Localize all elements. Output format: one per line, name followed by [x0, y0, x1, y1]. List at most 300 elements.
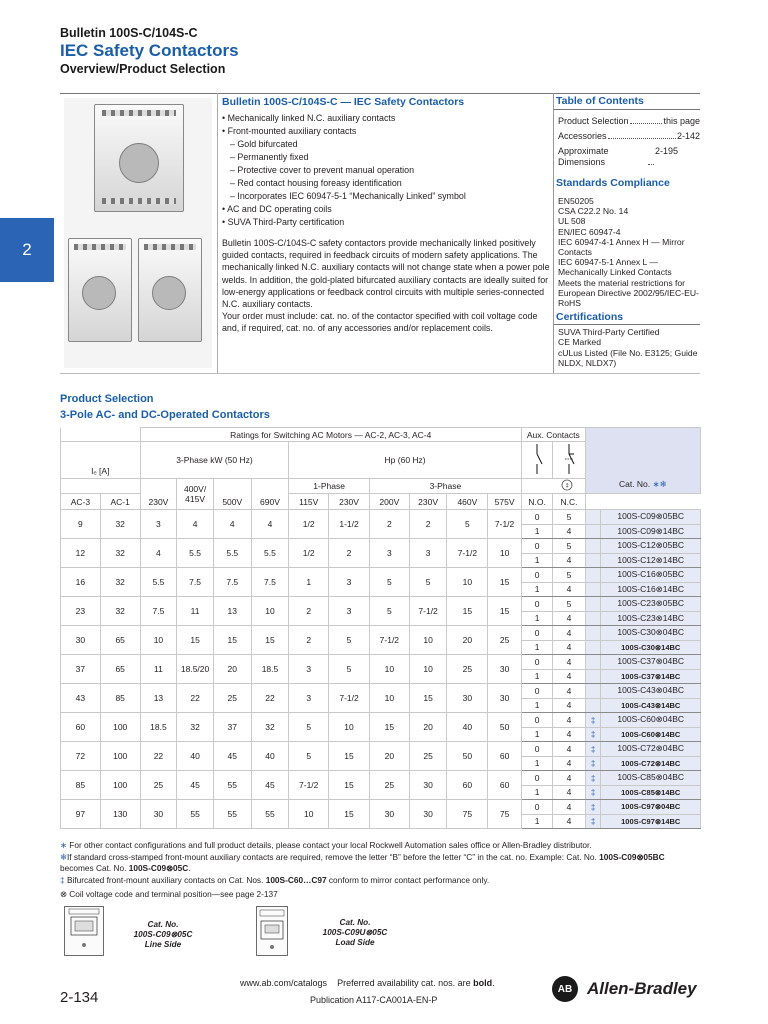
rating-cell: 5: [329, 626, 370, 655]
selection-table: [60, 427, 701, 829]
rating-cell: 3: [369, 539, 409, 568]
nc-count-cell: 4: [553, 742, 585, 757]
dagger-cell: [585, 640, 601, 655]
selection-subtitle: 3-Pole AC- and DC-Operated Contactors: [60, 409, 270, 421]
table-row: [61, 626, 701, 641]
col-690v: 690V: [251, 479, 289, 510]
load-side-caption: Cat. No. 100S-C09U⊗05C Load Side: [322, 918, 388, 947]
rating-cell: 9: [61, 510, 101, 539]
section-rule: [60, 373, 700, 374]
rating-cell: 45: [213, 742, 251, 771]
rating-cell: 4: [177, 510, 214, 539]
rating-cell: 5: [289, 713, 329, 742]
rating-cell: 75: [447, 800, 488, 829]
col-500v: 500V: [213, 479, 251, 510]
rating-cell: 22: [251, 684, 289, 713]
intro-text: Bulletin 100S-C/104S-C safety contactors provide mechanically linked positively guided contacts, required in feedback circuits of modern safety applications. The mechanically linked N.C. auxiliary contacts will not change state when a power pole welds. In addition, the gold-plated bifurcated auxiliary contacts are ideally suited for low-energy applications or feedback control circuits with multiple series-connected N.C. auxiliary contacts.: [222, 238, 550, 310]
rating-cell: 3: [289, 655, 329, 684]
no-count-cell: 1: [521, 553, 552, 568]
aux-symbols: [521, 479, 585, 494]
no-count-cell: 0: [521, 626, 552, 641]
rating-cell: 60: [488, 742, 522, 771]
nc-count-cell: 5: [553, 597, 585, 612]
rating-cell: 10: [329, 713, 370, 742]
rating-cell: 7-1/2: [369, 626, 409, 655]
no-count-cell: 1: [521, 756, 552, 771]
footnote-2: ❄If standard cross-stamped front-mount auxiliary contacts are required, remove the letter “B” before the letter “C” in the cat. no. Example: Cat. No. 100S-C09⊗05BC becomes Cat. No. 100S-C09⊗05C.: [60, 852, 665, 873]
order-note: Your order must include: cat. no. of the contactor specified with coil voltage code and, if required, cat. no. of any accessories and/or replacement coils.: [222, 311, 538, 334]
cat-no-cell[interactable]: 100S-C37⊗14BC: [601, 669, 701, 684]
no-count-cell: 0: [521, 684, 552, 699]
rating-cell: 15: [251, 626, 289, 655]
feature-item: – Gold bifurcated: [230, 139, 298, 149]
rating-cell: 22: [140, 742, 177, 771]
footnote-4: ⊗ Coil voltage code and terminal position—see page 2-137: [60, 889, 278, 899]
rating-cell: 15: [409, 684, 447, 713]
rating-cell: 100: [100, 713, 140, 742]
certification-item: cULus Listed (File No. E3125; Guide NLDX, NLDX7): [558, 347, 698, 368]
nc-count-cell: 4: [553, 771, 585, 786]
toc-panel: [553, 93, 700, 373]
nc-count-cell: 4: [553, 655, 585, 670]
no-count-cell: 0: [521, 510, 552, 525]
cat-no-cell[interactable]: 100S-C37⊗04BC: [601, 655, 701, 670]
toc-heading: Table of Contents: [556, 95, 644, 107]
rating-cell: 10: [488, 539, 522, 568]
feature-item: • Mechanically linked N.C. auxiliary contacts: [222, 113, 396, 123]
rating-cell: 2: [289, 597, 329, 626]
rating-cell: 45: [177, 771, 214, 800]
rating-cell: 32: [251, 713, 289, 742]
rating-cell: 130: [100, 800, 140, 829]
rating-cell: 45: [251, 771, 289, 800]
col-400v: 400V/ 415V: [177, 479, 214, 510]
toc-entry[interactable]: Product Selection this page: [558, 116, 700, 126]
rating-cell: 5: [289, 742, 329, 771]
chapter-tab[interactable]: 2: [0, 218, 54, 282]
feature-item: • SUVA Third-Party certification: [222, 217, 345, 227]
cat-no-cell[interactable]: 100S-C30⊗14BC: [601, 640, 701, 655]
rating-cell: 65: [100, 655, 140, 684]
rating-cell: 16: [61, 568, 101, 597]
dagger-cell: [585, 553, 601, 568]
rating-cell: 10: [140, 626, 177, 655]
rating-cell: 1-1/2: [329, 510, 370, 539]
no-count-cell: 0: [521, 655, 552, 670]
dagger-cell: [585, 582, 601, 597]
hp-header: Hp (60 Hz): [289, 442, 522, 479]
rating-cell: 23: [61, 597, 101, 626]
mirror-contact-icon: [523, 479, 583, 491]
cat-no-cell[interactable]: 100S-C43⊗04BC: [601, 684, 701, 699]
page-subtitle: Overview/Product Selection: [60, 62, 226, 76]
rating-cell: 40: [447, 713, 488, 742]
dagger-cell: [585, 597, 601, 612]
dagger-cell: [585, 539, 601, 554]
rating-cell: 1/2: [289, 539, 329, 568]
nc-count-cell: 5: [553, 510, 585, 525]
nc-count-cell: 4: [553, 800, 585, 815]
no-count-cell: 0: [521, 771, 552, 786]
rating-cell: 5: [329, 655, 370, 684]
toc-entry[interactable]: Approximate Dimensions 2-195: [558, 146, 678, 167]
rating-cell: 72: [61, 742, 101, 771]
rating-cell: 18.5: [140, 713, 177, 742]
dagger-cell: [585, 626, 601, 641]
feature-item: – Incorporates IEC 60947-5-1 “Mechanically Linked” symbol: [230, 191, 466, 201]
rating-cell: 7.5: [251, 568, 289, 597]
rating-cell: 5: [369, 597, 409, 626]
rating-cell: 4: [251, 510, 289, 539]
rating-cell: 40: [251, 742, 289, 771]
rating-cell: 11: [177, 597, 214, 626]
cat-no-cell[interactable]: 100S-C60⊗14BC: [601, 727, 701, 742]
column-divider: [217, 93, 218, 373]
rating-cell: 22: [177, 684, 214, 713]
rating-cell: 25: [409, 742, 447, 771]
col-nc: N.C.: [553, 494, 585, 510]
rating-cell: 7.5: [213, 568, 251, 597]
rating-cell: 20: [213, 655, 251, 684]
no-count-cell: 1: [521, 814, 552, 829]
rating-cell: 100: [100, 771, 140, 800]
rating-cell: 100: [100, 742, 140, 771]
col-200v: 200V: [369, 494, 409, 510]
rating-cell: 10: [369, 684, 409, 713]
col-no: N.O.: [521, 494, 552, 510]
col-575v: 575V: [488, 494, 522, 510]
nc-count-cell: 4: [553, 713, 585, 728]
nc-count-cell: 4: [553, 785, 585, 800]
cat-no-cell[interactable]: 100S-C12⊗14BC: [601, 553, 701, 568]
no-count-cell: 1: [521, 785, 552, 800]
line-side-diagram: [64, 906, 104, 956]
rating-cell: 25: [213, 684, 251, 713]
nc-count-cell: 5: [553, 568, 585, 583]
rating-cell: 15: [488, 568, 522, 597]
rating-cell: 32: [100, 597, 140, 626]
standards-list: [558, 196, 700, 308]
rating-cell: 7-1/2: [329, 684, 370, 713]
rating-cell: 15: [329, 742, 370, 771]
rating-cell: 55: [213, 771, 251, 800]
rating-cell: 3: [329, 597, 370, 626]
rating-cell: 5.5: [251, 539, 289, 568]
publication-number: Publication A117-CA001A-EN-P: [310, 995, 438, 1005]
nc-contact-symbol: [553, 442, 585, 479]
rating-cell: 32: [100, 539, 140, 568]
rating-cell: 10: [447, 568, 488, 597]
rating-cell: 12: [61, 539, 101, 568]
feature-item: – Permanently fixed: [230, 152, 309, 162]
rating-cell: 25: [447, 655, 488, 684]
no-count-cell: 1: [521, 524, 552, 539]
feature-item: • Front-mounted auxiliary contacts: [222, 126, 357, 136]
table-row: [61, 510, 701, 525]
nc-mirror-contact-icon: [557, 442, 581, 476]
rating-cell: 60: [61, 713, 101, 742]
rating-cell: 10: [251, 597, 289, 626]
rating-cell: 18.5/20: [177, 655, 214, 684]
table-row: [61, 713, 701, 728]
product-photo: [64, 98, 212, 368]
rating-cell: 5.5: [140, 568, 177, 597]
dagger-cell: ‡: [585, 814, 601, 829]
standard-item: EN/IEC 60947-4: [558, 226, 621, 237]
sidebar-divider: [553, 93, 554, 373]
table-row: [61, 568, 701, 583]
cat-no-cell[interactable]: 100S-C97⊗04BC: [601, 800, 701, 815]
cat-no-cell[interactable]: 100S-C12⊗05BC: [601, 539, 701, 554]
certifications-heading: Certifications: [556, 311, 624, 324]
nc-count-cell: 4: [553, 626, 585, 641]
rating-cell: 10: [369, 655, 409, 684]
no-count-cell: 0: [521, 800, 552, 815]
nc-count-cell: 4: [553, 524, 585, 539]
rating-cell: 30: [409, 771, 447, 800]
certification-item: CE Marked: [558, 337, 601, 348]
ie-header: Iₑ [A]: [61, 442, 141, 479]
rating-cell: 18.5: [251, 655, 289, 684]
dagger-cell: ‡: [585, 727, 601, 742]
rating-cell: 15: [447, 597, 488, 626]
cat-no-cell[interactable]: 100S-C85⊗04BC: [601, 771, 701, 786]
nc-count-cell: 4: [553, 553, 585, 568]
rating-cell: 25: [488, 626, 522, 655]
nc-count-cell: 4: [553, 698, 585, 713]
dagger-cell: [585, 611, 601, 626]
no-count-cell: 0: [521, 597, 552, 612]
rating-cell: 30: [61, 626, 101, 655]
table-row: [61, 771, 701, 786]
dagger-cell: ‡: [585, 785, 601, 800]
dagger-cell: [585, 684, 601, 699]
rating-cell: 3: [289, 684, 329, 713]
rating-cell: 30: [447, 684, 488, 713]
rating-cell: 7-1/2: [488, 510, 522, 539]
standards-heading: Standards Compliance: [556, 177, 670, 189]
no-count-cell: 1: [521, 727, 552, 742]
no-count-cell: 1: [521, 698, 552, 713]
no-count-cell: 1: [521, 669, 552, 684]
nc-count-cell: 5: [553, 539, 585, 554]
feature-item: – Red contact housing foreasy identification: [230, 178, 402, 188]
load-side-diagram: [256, 906, 288, 956]
rating-cell: 15: [329, 771, 370, 800]
nc-count-cell: 4: [553, 611, 585, 626]
rating-cell: 7-1/2: [409, 597, 447, 626]
dagger-cell: [585, 524, 601, 539]
feature-list: [222, 112, 552, 229]
nc-count-cell: 4: [553, 756, 585, 771]
cat-no-header: Cat. No. ∗❄: [585, 428, 700, 494]
no-count-cell: 0: [521, 742, 552, 757]
line-side-caption: Cat. No. 100S-C09⊗05C Line Side: [133, 920, 193, 949]
rating-cell: 2: [409, 510, 447, 539]
catalog-link[interactable]: www.ab.com/catalogs: [240, 978, 328, 988]
rating-cell: 30: [369, 800, 409, 829]
rating-cell: 85: [61, 771, 101, 800]
ab-logo-icon: AB: [552, 976, 578, 1002]
feature-item: – Protective cover to prevent manual operation: [230, 165, 415, 175]
rating-cell: 65: [100, 626, 140, 655]
rating-cell: 13: [213, 597, 251, 626]
standard-item: UL 508: [558, 216, 586, 227]
intro-paragraph: [222, 237, 550, 335]
rating-cell: 40: [177, 742, 214, 771]
rating-cell: 7-1/2: [447, 539, 488, 568]
rating-cell: 13: [140, 684, 177, 713]
table-row: [61, 597, 701, 612]
nc-count-cell: 4: [553, 640, 585, 655]
rating-cell: 2: [369, 510, 409, 539]
rating-cell: 2: [289, 626, 329, 655]
no-count-cell: 0: [521, 568, 552, 583]
rating-cell: 32: [177, 713, 214, 742]
rating-cell: 15: [369, 713, 409, 742]
nc-count-cell: 4: [553, 684, 585, 699]
dagger-cell: ‡: [585, 742, 601, 757]
kw-header: 3-Phase kW (50 Hz): [140, 442, 289, 479]
standard-item: IEC 60947-4-1 Annex H — Mirror Contacts: [558, 236, 685, 258]
rating-cell: 2: [329, 539, 370, 568]
footer-url-line: www.ab.com/catalogs Preferred availability cat. nos. are bold.: [240, 978, 495, 988]
svg-text:↕: ↕: [564, 482, 570, 490]
col-230v-1ph: 230V: [329, 494, 370, 510]
rating-cell: 11: [140, 655, 177, 684]
table-row: [61, 742, 701, 757]
col-ac1: AC-1: [100, 494, 140, 510]
rating-cell: 7-1/2: [289, 771, 329, 800]
dagger-cell: ‡: [585, 756, 601, 771]
rating-cell: 5: [447, 510, 488, 539]
cat-no-cell[interactable]: 100S-C23⊗05BC: [601, 597, 701, 612]
standard-item: EN50205: [558, 196, 594, 206]
rating-cell: 30: [488, 655, 522, 684]
rating-cell: 97: [61, 800, 101, 829]
rating-cell: 37: [61, 655, 101, 684]
standard-item: Meets the material restrictions for European Directive 2002/95/IEC-EU-RoHS: [558, 277, 699, 309]
rating-cell: 20: [447, 626, 488, 655]
certifications-list: [558, 327, 700, 368]
rating-cell: 7.5: [140, 597, 177, 626]
no-count-cell: 1: [521, 640, 552, 655]
one-phase-header: 1-Phase: [289, 479, 370, 494]
aux-header: Aux. Contacts: [521, 428, 585, 442]
feature-item: • AC and DC operating coils: [222, 204, 332, 214]
brand-name: Allen-Bradley: [587, 979, 697, 998]
rating-cell: 50: [488, 713, 522, 742]
three-phase-header: 3-Phase: [369, 479, 521, 494]
table-row: [61, 684, 701, 699]
cat-no-cell[interactable]: 100S-C97⊗14BC: [601, 814, 701, 829]
rating-cell: 5.5: [177, 539, 214, 568]
rating-cell: 4: [140, 539, 177, 568]
cat-no-cell[interactable]: 100S-C09⊗14BC: [601, 524, 701, 539]
cat-no-cell[interactable]: 100S-C60⊗04BC: [601, 713, 701, 728]
col-230v-kw: 230V: [140, 479, 177, 510]
rating-cell: 5: [369, 568, 409, 597]
rating-cell: 75: [488, 800, 522, 829]
rating-cell: 1/2: [289, 510, 329, 539]
rating-cell: 55: [177, 800, 214, 829]
dagger-cell: [585, 568, 601, 583]
col-ac3: AC-3: [61, 494, 101, 510]
no-count-cell: 0: [521, 713, 552, 728]
dagger-cell: [585, 510, 601, 525]
rating-cell: 5: [409, 568, 447, 597]
rating-cell: 5.5: [213, 539, 251, 568]
rating-cell: 85: [100, 684, 140, 713]
page-title: IEC Safety Contactors: [60, 41, 239, 60]
nc-count-cell: 4: [553, 814, 585, 829]
rating-cell: 10: [409, 655, 447, 684]
page-number: 2-134: [60, 989, 99, 1006]
rating-cell: 60: [447, 771, 488, 800]
rating-cell: 43: [61, 684, 101, 713]
dagger-cell: ‡: [585, 713, 601, 728]
no-contact-icon: [527, 442, 547, 476]
dagger-cell: [585, 655, 601, 670]
rating-cell: 50: [447, 742, 488, 771]
rating-cell: 1: [289, 568, 329, 597]
rating-cell: 3: [140, 510, 177, 539]
table-row: [61, 539, 701, 554]
toc-entry[interactable]: Accessories 2-142: [558, 131, 700, 141]
cat-no-cell[interactable]: 100S-C43⊗14BC: [601, 698, 701, 713]
cat-no-cell[interactable]: 100S-C85⊗14BC: [601, 785, 701, 800]
cat-no-cell[interactable]: 100S-C72⊗04BC: [601, 742, 701, 757]
rating-cell: 7.5: [177, 568, 214, 597]
table-row: [61, 655, 701, 670]
rating-cell: 30: [488, 684, 522, 713]
intro-heading: Bulletin 100S-C/104S-C — IEC Safety Contactors: [222, 96, 465, 108]
rating-cell: 3: [329, 568, 370, 597]
footnote-1: ∗ For other contact configurations and full product details, please contact your local Rockwell Automation sales office or Allen-Bradley distributor.: [60, 840, 592, 850]
cat-no-cell[interactable]: 100S-C09⊗05BC: [601, 510, 701, 525]
cat-no-cell[interactable]: 100S-C16⊗14BC: [601, 582, 701, 597]
ratings-header: Ratings for Switching AC Motors — AC-2, AC-3, AC-4: [140, 428, 521, 442]
dagger-cell: ‡: [585, 771, 601, 786]
rating-cell: 15: [488, 597, 522, 626]
rating-cell: 37: [213, 713, 251, 742]
standard-item: IEC 60947-5-1 Annex L — Mechanically Linked Contacts: [558, 257, 672, 278]
dagger-cell: ‡: [585, 800, 601, 815]
no-count-cell: 1: [521, 611, 552, 626]
standard-item: CSA C22.2 No. 14: [558, 206, 629, 217]
col-230v-3ph: 230V: [409, 494, 447, 510]
no-contact-symbol: [521, 442, 552, 479]
rating-cell: 20: [369, 742, 409, 771]
rating-cell: 30: [140, 800, 177, 829]
cat-no-cell[interactable]: 100S-C16⊗05BC: [601, 568, 701, 583]
rating-cell: 4: [213, 510, 251, 539]
nc-count-cell: 4: [553, 727, 585, 742]
rating-cell: 20: [409, 713, 447, 742]
rating-cell: 25: [369, 771, 409, 800]
cat-no-cell[interactable]: 100S-C72⊗14BC: [601, 756, 701, 771]
rating-cell: 3: [409, 539, 447, 568]
cat-no-cell[interactable]: 100S-C30⊗04BC: [601, 626, 701, 641]
rating-cell: 10: [409, 626, 447, 655]
nc-count-cell: 4: [553, 582, 585, 597]
dagger-cell: [585, 669, 601, 684]
rating-cell: 25: [140, 771, 177, 800]
rating-cell: 30: [409, 800, 447, 829]
cat-no-cell[interactable]: 100S-C23⊗14BC: [601, 611, 701, 626]
no-count-cell: 0: [521, 539, 552, 554]
col-115v: 115V: [289, 494, 329, 510]
